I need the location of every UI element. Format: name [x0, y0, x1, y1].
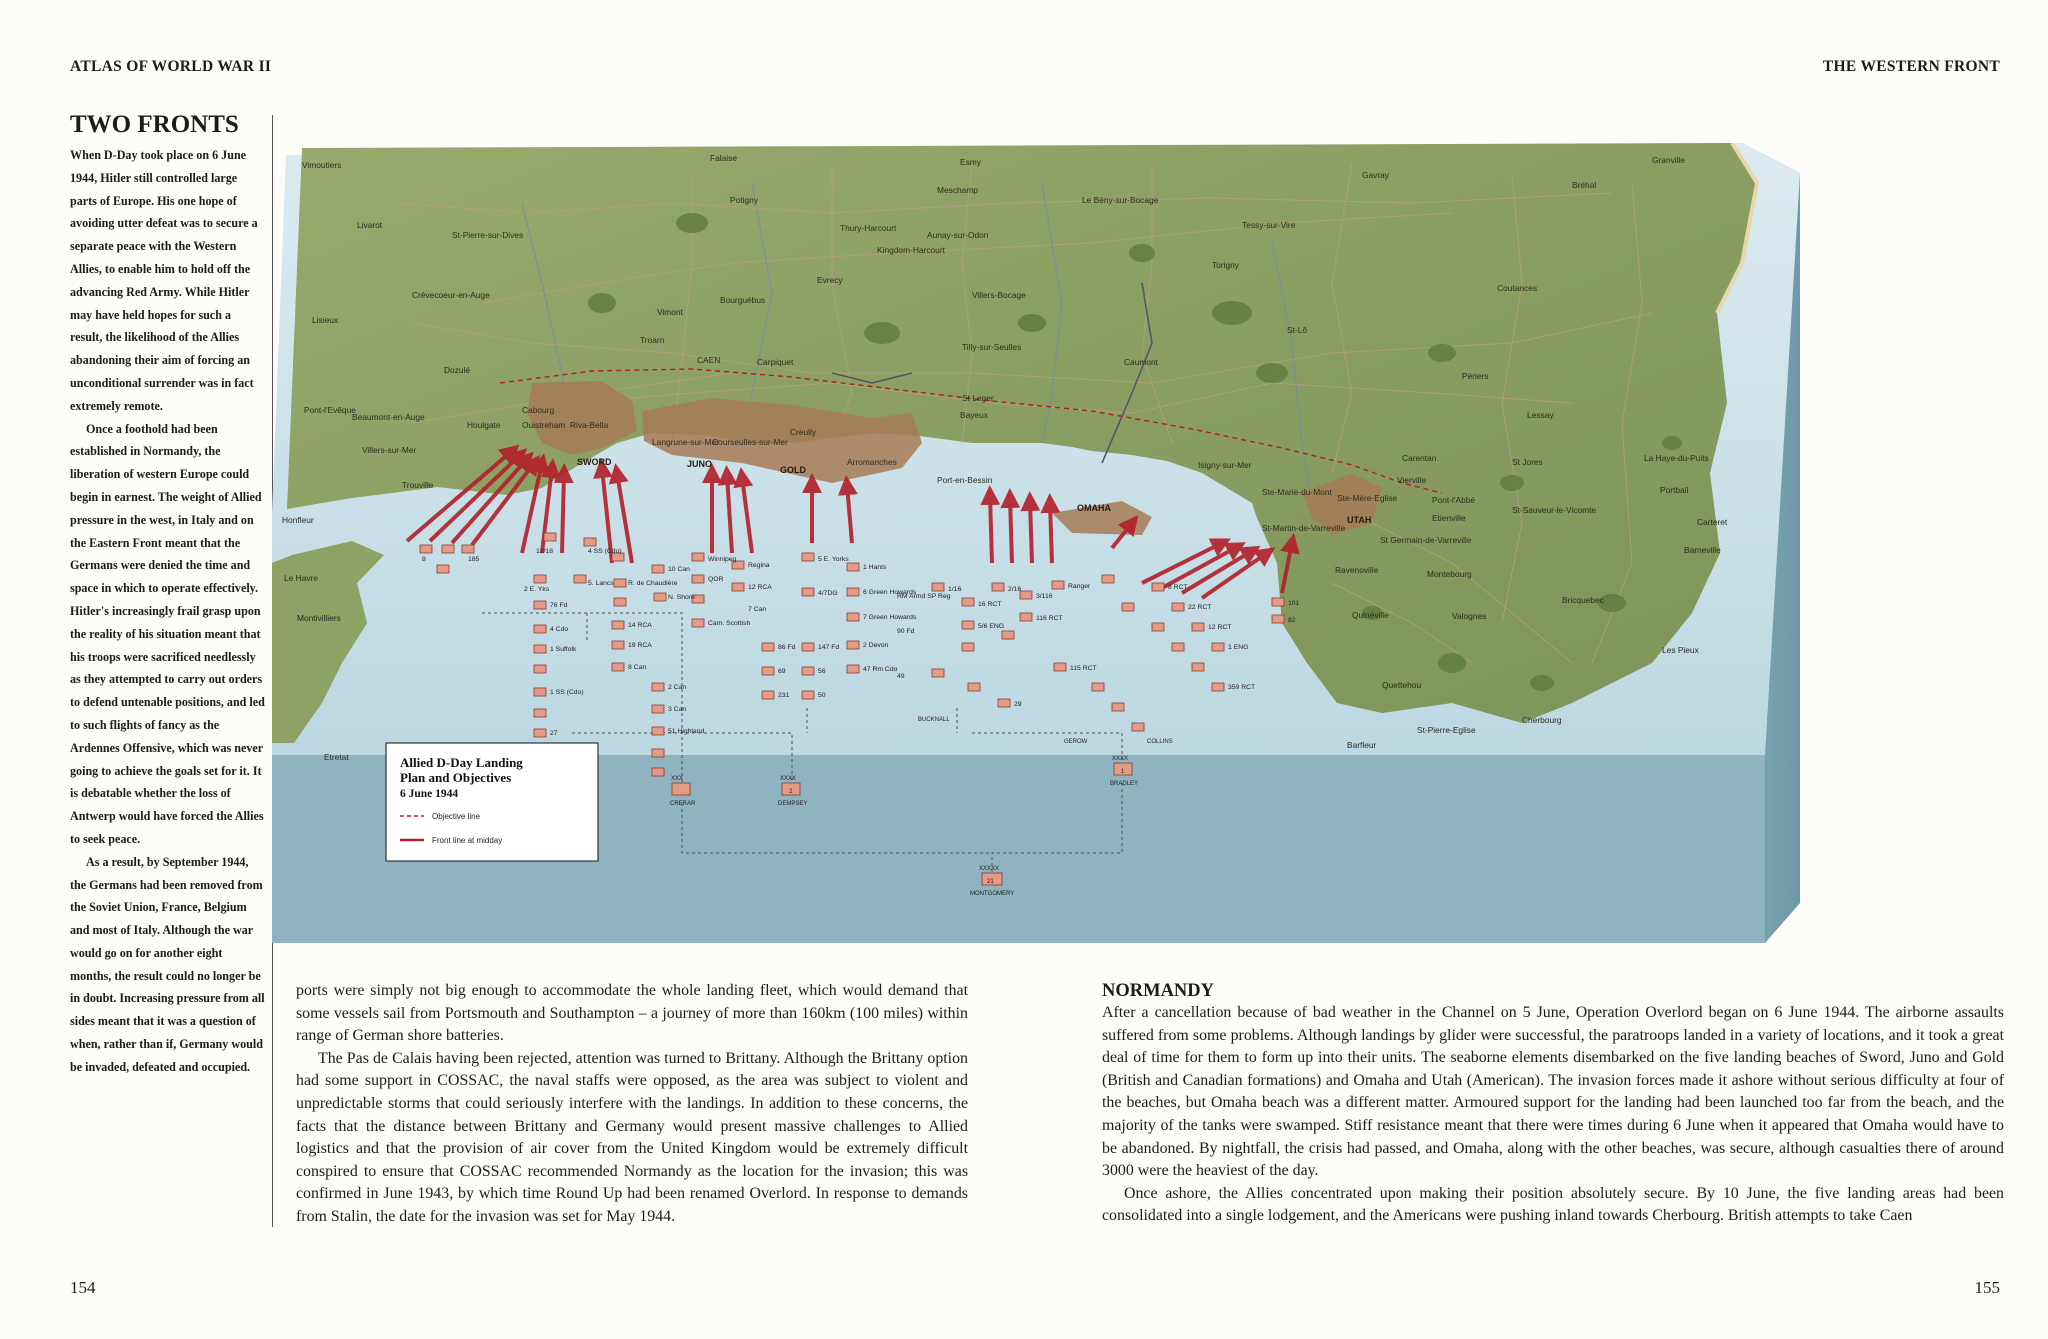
unit-8-rct: 8 RCT: [1168, 584, 1188, 591]
town-st-germain: St Germain-de-Varreville: [1380, 535, 1472, 545]
bradley-army-symbol: XXXX: [1112, 756, 1129, 762]
montgomery-army-group-symbol: XXXXX: [979, 866, 1000, 872]
town-vierville: Vierville: [1397, 475, 1427, 485]
town-pont-labbe: Pont-l'Abbé: [1432, 495, 1476, 505]
town-caumont: Caumont: [1124, 357, 1158, 367]
beach-utah: UTAH: [1347, 515, 1372, 525]
page-number-right: 155: [1974, 1278, 2000, 1297]
map-legend: [386, 743, 598, 861]
town-periers: Périers: [1462, 371, 1489, 381]
unit-4-ss: 4 SS (Cdo): [588, 548, 622, 555]
unit-359-rct: 359 RCT: [1228, 684, 1256, 691]
town-barfleur: Barfleur: [1347, 740, 1377, 750]
town-carteret: Carteret: [1697, 517, 1728, 527]
town-lisieux: Lisieux: [312, 315, 339, 325]
unit-n-shore: N. Shore: [668, 594, 695, 601]
unit-82: 82: [1288, 617, 1296, 624]
unit-49: 49: [897, 673, 905, 680]
town-ste-marie-du-mont: Ste-Marie-du-Mont: [1262, 487, 1332, 497]
unit-1-eng: 1 ENG: [1228, 644, 1249, 651]
unit-56: 56: [818, 668, 826, 675]
town-beaumont: Beaumont-en-Auge: [352, 412, 425, 422]
town-barneville: Barneville: [1684, 545, 1721, 555]
town-st-martin: St-Martin-de-Varreville: [1262, 523, 1346, 533]
town-kingdom-harcourt: Kingdom-Harcourt: [877, 245, 945, 255]
unit-69: 69: [778, 668, 786, 675]
town-etienville: Etienville: [1432, 513, 1466, 523]
unit-5-6-eng: 5/6 ENG: [978, 623, 1005, 630]
unit-231: 231: [778, 692, 790, 699]
town-creully: Creully: [790, 427, 817, 437]
unit-76-fd: 76 Fd: [550, 602, 568, 609]
unit-27: 27: [550, 730, 558, 737]
unit-51-highland: 51 Highland: [668, 728, 705, 735]
town-houlgate: Houlgate: [467, 420, 501, 430]
sidebar-paragraph-2: Once a foothold had been established in Normandy, the liberation of western Europe could begin in earnest. The weight of Allied pressure in the west, in Italy and on the Eastern Front meant that the Germans were denied the time and space in which to operate effectively. Hitler's increasingly frail grasp upon the reality of his situation meant that his troops were sacrificed needlessly as they attempted to carry out orders to defend untenable positions, and led to such flights of fancy as the Ardennes Offensive, which was never going to achieve the goals set for it. It is debatable whether the loss of Antwerp would have forced the Allies to seek peace.: [70, 421, 265, 846]
unit-5-lancs: 5. Lancs: [588, 580, 614, 587]
unit-10-can: 10 Can: [668, 566, 690, 573]
dempsey-army-number: 2: [789, 789, 793, 795]
town-honfleur: Honfleur: [282, 515, 314, 525]
town-trouville: Trouville: [402, 480, 434, 490]
town-torigny: Torigny: [1212, 260, 1239, 270]
town-cherbourg: Cherbourg: [1522, 715, 1562, 725]
commander-dempsey: DEMPSEY: [778, 801, 808, 807]
legend-front-label: Front line at midday: [432, 836, 503, 845]
unit-29: 29: [1014, 701, 1022, 708]
town-troarn: Troarn: [640, 335, 665, 345]
town-aunay: Aunay-sur-Odon: [927, 230, 989, 240]
town-bricquebec: Bricquebec: [1562, 595, 1604, 605]
town-courseulles: Courseulles-sur-Mer: [712, 437, 788, 447]
unit-2-e-yks: 2 E. Yks: [524, 586, 550, 593]
unit-12-18: 12/18: [536, 548, 554, 555]
section-heading-normandy: NORMANDY: [1102, 981, 1215, 1001]
town-quettehou: Quettehou: [1382, 680, 1422, 690]
unit-1-ss: 1 SS (Cdo): [550, 689, 584, 696]
commander-crerar: CRERAR: [670, 801, 696, 807]
town-evrecy: Evrecy: [817, 275, 843, 285]
town-villers-bocage: Villers-Bocage: [972, 290, 1026, 300]
sidebar-title: TWO FRONTS: [70, 111, 239, 138]
town-meschamp: Meschamp: [937, 185, 978, 195]
unit-5-e-yorks: 5 E. Yorks: [818, 556, 849, 563]
crerar-corps-symbol: XXX: [671, 776, 684, 782]
unit-101: 101: [1288, 600, 1300, 607]
beach-omaha: OMAHA: [1077, 503, 1111, 513]
bradley-army-number: 1: [1121, 769, 1125, 775]
town-isigny: Isigny-sur-Mer: [1198, 460, 1252, 470]
unit-115-rct: 115 RCT: [1070, 665, 1097, 672]
town-vimoutiers: Vimoutiers: [302, 160, 342, 170]
unit-1-hants: 1 Hants: [863, 564, 887, 571]
unit-3-can: 3 Can: [668, 706, 687, 713]
town-carpiquet: Carpiquet: [757, 357, 794, 367]
town-le-havre: Le Havre: [284, 573, 318, 583]
unit-4-7dg: 4/7DG: [818, 590, 838, 597]
town-les-pieux: Les Pieux: [1662, 645, 1699, 655]
town-riva-bella: Riva-Bella: [570, 420, 609, 430]
commander-bucknall: BUCKNALL: [918, 717, 950, 723]
running-head-left: ATLAS OF WORLD WAR II: [70, 58, 272, 75]
unit-2-16: 2/16: [1008, 586, 1022, 593]
town-le-beny-bocage: Le Bény-sur-Bocage: [1082, 195, 1159, 205]
unit-16-rct: 16 RCT: [978, 601, 1002, 608]
town-montivilliers: Montivilliers: [297, 613, 341, 623]
commander-collins: COLLINS: [1147, 739, 1173, 745]
sidebar-two-fronts: [70, 112, 266, 1079]
town-ste-mere-eglise: Ste-Mère-Eglise: [1337, 493, 1398, 503]
running-head-right: THE WESTERN FRONT: [1822, 58, 2000, 75]
town-st-pierre-sur-dives: St-Pierre-sur-Dives: [452, 230, 524, 240]
town-brehal: Bréhal: [1572, 180, 1597, 190]
body-column-middle: [296, 980, 968, 1229]
town-pont-leveque: Pont-l'Evêque: [304, 405, 356, 415]
unit-qor: QOR: [708, 576, 724, 583]
beach-juno: JUNO: [687, 459, 713, 469]
unit-50: 50: [818, 692, 826, 699]
town-quineville: Quinéville: [1352, 610, 1389, 620]
body-column-right: [1102, 980, 2004, 1228]
legend-date: 6 June 1944: [400, 788, 459, 800]
town-tilly: Tilly-sur-Seulles: [962, 342, 1022, 352]
town-dozule: Dozulé: [444, 365, 471, 375]
town-langrune: Langrune-sur-Mer: [652, 437, 720, 447]
unit-2-can: 2 Can: [668, 684, 687, 691]
town-gavray: Gavray: [1362, 170, 1389, 180]
montgomery-army-group-number: 21: [987, 879, 994, 885]
town-vimont: Vimont: [657, 307, 683, 317]
dempsey-army-symbol: XXXX: [780, 776, 797, 782]
body-right-paragraph-2: Once ashore, the Allies concentrated upon making their position absolutely secure. By 10 June, the five landing areas had been consolidated into a single lodgement, and the Americans were pushing inland towards Cherbourg. British attempts to take Caen: [1102, 1184, 2004, 1225]
town-bourguebus: Bourguébus: [720, 295, 766, 305]
beach-sword: SWORD: [577, 457, 612, 467]
sidebar-paragraph-1: When D-Day took place on 6 June 1944, Hitler still controlled large parts of Europe. His one hope of avoiding utter defeat was to secure a separate peace with the Western Allies, to enable him to hold off the advancing Red Army. While Hitler may have held hopes for such a result, the likelihood of the Allies abandoning their aim of forcing an unconditional surrender was in fact extremely remote.: [70, 148, 258, 413]
beach-gold: GOLD: [780, 465, 806, 475]
town-villers-sur-mer: Villers-sur-Mer: [362, 445, 417, 455]
town-ouistreham: Ouistreham: [522, 420, 566, 430]
town-montebourg: Montebourg: [1427, 569, 1472, 579]
unit-8: 8: [422, 556, 426, 563]
unit-4-cdo: 4 Cdo: [550, 626, 569, 633]
body-right-paragraph-1: After a cancellation because of bad weather in the Channel on 5 June, Operation Overlord began on 6 June 1944. The airborne assaults suffered from some problems. Although landings by glider were successful, the paratroops landed in a variety of locations, and it took a great deal of time for them to form up into their units. The seaborne elements disembarked on the five landing beaches of Sword, Juno and Gold (British and Canadian formations) and Omaha and Utah (American). The invasion forces made it ashore without serious difficulty at four of the beaches, but Omaha beach was a different matter. Armoured support for the landing had been launched too far from the beach, and the majority of the tanks were swamped. Stiff resistance meant that there were times during 6 June when it appeared that Omaha would have to be abandoned. By nightfall, the crisis had passed, and Omaha, along with the other beaches, was secure, although casualties there of around 3000 were the heaviest of the day.: [1102, 1004, 2004, 1180]
town-granville: Granville: [1652, 155, 1686, 165]
unit-8-can: 8 Can: [628, 664, 647, 671]
unit-22-rct: 22 RCT: [1188, 604, 1212, 611]
town-cabourg: Cabourg: [522, 405, 555, 415]
town-crevecoeur: Crèvecoeur-en-Auge: [412, 290, 490, 300]
town-bayeux: Bayeux: [960, 410, 988, 420]
d-day-landing-map: [272, 143, 2002, 943]
legend-objective-label: Objective line: [432, 812, 481, 821]
unit-2-devon: 2 Devon: [863, 642, 889, 649]
town-st-lo: St-Lô: [1287, 325, 1308, 335]
town-port-en-bessin: Port-en-Bessin: [937, 475, 993, 485]
unit-r-chaudiere: R. de Chaudière: [628, 580, 678, 587]
unit-47-rm-cdo: 47 Rm Cdo: [863, 666, 898, 673]
town-st-pierre-eglise: St-Pierre-Eglise: [1417, 725, 1476, 735]
unit-winnipeg: Winnipeg: [708, 556, 737, 563]
town-st-leger: St Leger: [962, 393, 994, 403]
town-valognes: Valognes: [1452, 611, 1487, 621]
town-esmy: Esmy: [960, 157, 981, 167]
sidebar-paragraph-3: As a result, by September 1944, the Germans had been removed from the Soviet Union, France, Belgium and most of Italy. Although the war would go on for another eight months, the result could no longer be in doubt. Increasing pressure from all sides meant that it was a question of when, rather than if, Germany would be invaded, defeated and occupied.: [70, 854, 265, 1074]
unit-185: 185: [468, 556, 480, 563]
unit-3-116: 3/116: [1036, 593, 1053, 600]
unit-1-16: 1/16: [948, 586, 962, 593]
unit-7-can: 7 Can: [748, 606, 767, 613]
unit-1-suffolk: 1 Suffolk: [550, 646, 577, 653]
legend-title-line-1: Allied D-Day Landing: [400, 755, 523, 770]
unit-ranger: Ranger: [1068, 583, 1091, 590]
unit-116-rct: 116 RCT: [1036, 615, 1063, 622]
town-tessy: Tessy-sur-Vire: [1242, 220, 1296, 230]
page-number-left: 154: [70, 1278, 96, 1297]
legend-title-line-2: Plan and Objectives: [400, 770, 512, 785]
unit-12-rct: 12 RCT: [1208, 624, 1232, 631]
unit-19-rca: 19 RCA: [628, 642, 652, 649]
unit-90-fd: 90 Fd: [897, 628, 915, 635]
town-coutances: Coutances: [1497, 283, 1538, 293]
town-st-jores: St Jores: [1512, 457, 1543, 467]
unit-regina: Regina: [748, 562, 770, 569]
town-portbail: Portbail: [1660, 485, 1689, 495]
town-falaise: Falaise: [710, 153, 737, 163]
unit-12-rca: 12 RCA: [748, 584, 772, 591]
unit-6-green-howards: 6 Green Howards: [863, 589, 917, 596]
body-middle-paragraph-1: ports were simply not big enough to accommodate the whole landing fleet, which would demand that some vessels sail from Portsmouth and Southampton – a journey of more than 160km (100 miles) within range of German shore batteries.: [296, 982, 968, 1045]
commander-gerow: GEROW: [1064, 739, 1088, 745]
town-etretat: Etretat: [324, 752, 349, 762]
town-ravenoville: Ravenoville: [1335, 565, 1379, 575]
unit-cam-scottish: Cam. Scottish: [708, 620, 751, 627]
town-arromanches: Arromanches: [847, 457, 897, 467]
town-livarot: Livarot: [357, 220, 383, 230]
town-lessay: Lessay: [1527, 410, 1554, 420]
unit-rm-armd: RM Armd SP Reg: [897, 593, 951, 600]
town-la-haye: La Haye-du-Puits: [1644, 453, 1709, 463]
unit-86-fd: 86 Fd: [778, 644, 796, 651]
unit-147-fd: 147 Fd: [818, 644, 840, 651]
town-caen: CAEN: [697, 355, 721, 365]
commander-bradley: BRADLEY: [1110, 781, 1139, 787]
unit-7-green-howards: 7 Green Howards: [863, 614, 917, 621]
town-st-sauveur: St-Sauveur-le-Vicomte: [1512, 505, 1597, 515]
town-potigny: Potigny: [730, 195, 758, 205]
town-carentan: Carentan: [1402, 453, 1437, 463]
body-middle-paragraph-2: The Pas de Calais having been rejected, attention was turned to Brittany. Although the Brittany option had some support in COSSAC, the naval staffs were opposed, as the area was subject to violent and unpredictable storms that could seriously interfere with the landings. In addition to these concerns, the facts that the distance between Brittany and Germany would present massive challenges to Allied logistics and that the provision of air cover from the United Kingdom would be extremely difficult conspired to ensure that COSSAC recommended Normandy as the location for the invasion; this was confirmed in June 1943, by which time Round Up had been renamed Overlord. In response to demands from Stalin, the date for the invasion was set for May 1944.: [296, 1049, 968, 1225]
town-thury-harcourt: Thury-Harcourt: [840, 223, 897, 233]
commander-montgomery: MONTGOMERY: [970, 891, 1015, 897]
unit-14-rca: 14 RCA: [628, 622, 652, 629]
